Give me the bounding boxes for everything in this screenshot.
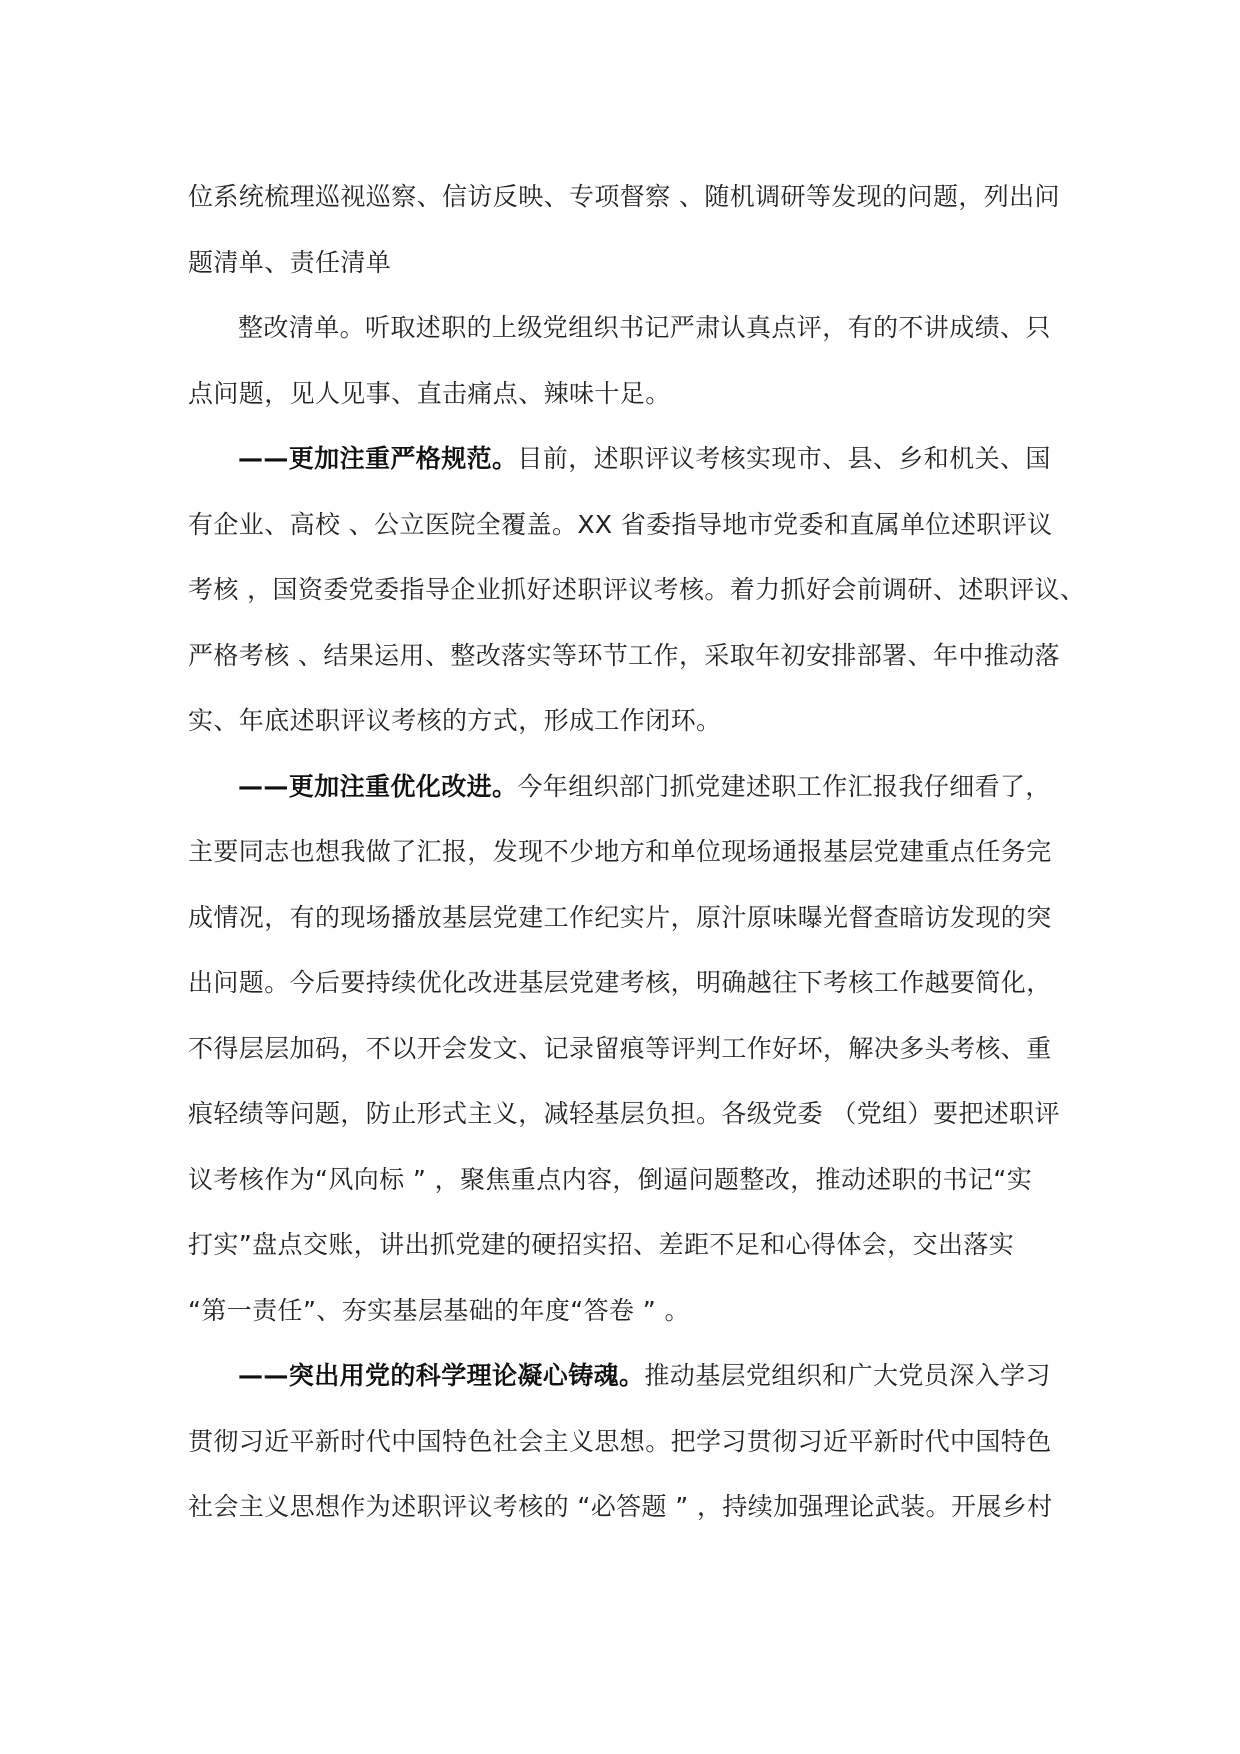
text-line: 位系统梳理巡视巡察、信访反映、专项督察 、随机调研等发现的问题，列出问 bbox=[188, 182, 1060, 211]
section-heading-line bbox=[188, 754, 1068, 820]
text-line: 题清单、责任清单 bbox=[188, 247, 392, 277]
text-line: 成情况，有的现场播放基层党建工作纪实片，原汁原味曝光督查暗访发现的突 bbox=[188, 902, 1052, 932]
text-line: 贯彻习近平新时代中国特色社会主义思想。把学习贯彻习近平新时代中国特色 bbox=[188, 1426, 1052, 1456]
section-heading: ——突出用党的科学理论凝心铸魂。 bbox=[238, 1361, 645, 1390]
section-text: 今年组织部门抓党建述职工作汇报我仔细看了， bbox=[517, 771, 1051, 801]
section-text: 目前，述职评议考核实现市、县、乡和机关、国 bbox=[517, 444, 1051, 473]
section-heading-line bbox=[188, 426, 1068, 492]
text-line: 考核 ，国资委党委指导企业抓好述职评议考核。着力抓好会前调研、述职评议、 bbox=[188, 575, 1086, 604]
paragraph-start-line: 整改清单。听取述职的上级党组织书记严肃认真点评，有的不讲成绩、只 bbox=[238, 313, 1051, 342]
document-body bbox=[188, 164, 1086, 1540]
section-heading: ——更加注重优化改进。 bbox=[238, 771, 518, 801]
text-line: 出问题。今后要持续优化改进基层党建考核，明确越往下考核工作越要简化， bbox=[188, 968, 1052, 997]
section-heading-line bbox=[188, 1343, 1068, 1409]
text-line: “第一责任”、夯实基层基础的年度“答卷 ” 。 bbox=[188, 1295, 690, 1325]
text-line: 主要同志也想我做了汇报，发现不少地方和单位现场通报基层党建重点任务完 bbox=[188, 837, 1052, 866]
text-line: 社会主义思想作为述职评议考核的 “必答题 ” ，持续加强理论武装。开展乡村 bbox=[188, 1492, 1053, 1521]
section-text: 推动基层党组织和广大党员深入学习 bbox=[644, 1361, 1051, 1390]
section-heading: ——更加注重严格规范。 bbox=[238, 444, 518, 473]
text-line: 严格考核 、结果运用、整改落实等环节工作，采取年初安排部署、年中推动落 bbox=[188, 640, 1060, 670]
text-line: 点问题，见人见事、直击痛点、辣味十足。 bbox=[188, 378, 671, 408]
text-line: 实、年底述职评议考核的方式，形成工作闭环。 bbox=[188, 706, 722, 735]
text-line: 打实”盘点交账，讲出抓党建的硬招实招、差距不足和心得体会，交出落实 bbox=[188, 1230, 1015, 1259]
text-line: 有企业、高校 、公立医院全覆盖。XX 省委指导地市党委和直属单位述职评议 bbox=[188, 509, 1053, 539]
text-line: 议考核作为“风向标 ” ，聚焦重点内容，倒逼问题整改，推动述职的书记“实 bbox=[188, 1164, 1033, 1194]
text-line: 不得层层加码，不以开会发文、记录留痕等评判工作好坏，解决多头考核、重 bbox=[188, 1033, 1052, 1063]
text-line: 痕轻绩等问题，防止形式主义，减轻基层负担。各级党委 （党组）要把述职评 bbox=[188, 1099, 1060, 1128]
